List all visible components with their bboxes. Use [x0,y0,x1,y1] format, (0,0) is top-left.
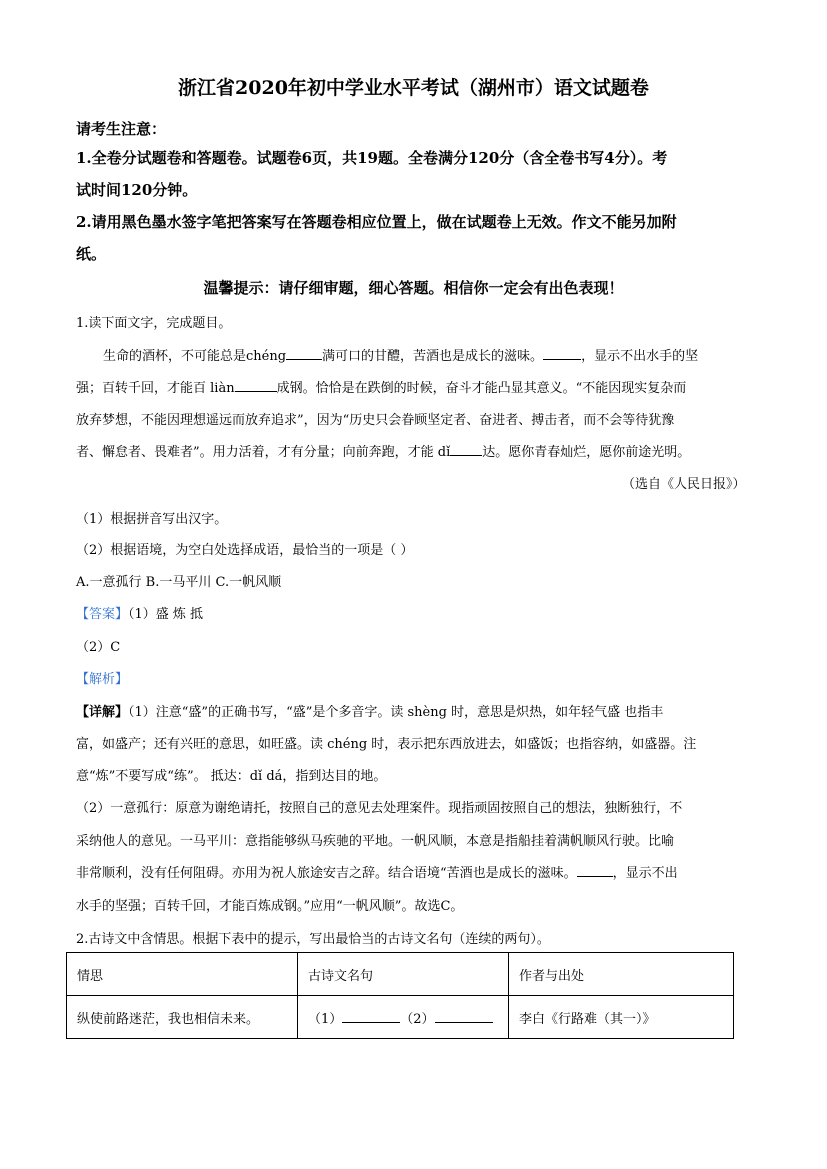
blank-line [543,348,581,360]
notice-item1-line1: 1.全卷分试题卷和答题卷。试题卷6页，共19题。全卷满分120分（含全卷书写4分）。考 [76,149,668,167]
q1-options: A.一意孤行 B.一马平川 C.一帆风顺 [76,575,282,590]
poem-table [66,952,734,1039]
detail-line-1: 【详解】（1）注意“盛”的正确书写，“盛”是个多音字。读 shèng 时，意思是炽热，如年轻气盛 也指丰 [76,705,664,720]
notice-heading: 请考生注意： [76,120,167,138]
table-header-cell: 古诗文名句 [298,953,509,996]
blank-line [235,380,277,392]
answer-tag: 【答案】 [76,607,129,622]
q2-stem: 2.古诗文中含情思。根据下表中的提示，写出最恰当的古诗文名句（连续的两句）。 [76,932,550,947]
table-header-cell: 情思 [67,953,298,996]
q1-sub2: （2）根据语境，为空白处选择成语，最恰当的一项是（ ） [76,543,414,558]
answer-blank-cell: （1） （2） [298,996,509,1039]
notice-item2-line1: 2.请用黑色墨水签字笔把答案写在答题卷相应位置上，做在试题卷上无效。作文不能另加附 [76,213,677,231]
passage-line-3: 放弃梦想，不能因理想遥远而放弃追求”，因为“历史只会眷顾坚定者、奋进者、搏击者，而不会等待犹豫 [76,413,675,428]
notice-item1-line2: 试时间120分钟。 [76,181,198,199]
notice-item2-line2: 纸。 [76,245,107,263]
detail-tag: 【详解】 [76,705,129,720]
passage-line-1: 生命的酒杯，不可能总是chéng 满可口的甘醴，苦酒也是成长的滋味。 ，显示不出水手的坚 [103,349,699,364]
blank-line [450,444,482,456]
explain-line-2: 采纳他人的意见。一马平川：意指能够纵马疾驰的平地。一帆风顺，本意是指船挂着满帆顺风行驶。比喻 [76,834,675,849]
blank-line [577,865,613,877]
q1-sub1: （1）根据拼音写出汉字。 [76,512,228,527]
detail-line-3: 意“炼”不要写成“练”。 抵达：dǐ dá，指到达目的地。 [76,769,387,784]
table-header-cell: 作者与出处 [509,953,734,996]
explain-line-3: 非常顺利，没有任何阻碍。亦用为祝人旅途安吉之辞。结合语境“苦酒也是成长的滋味。 ，显示不出 [76,866,678,881]
explain-line-1: （2）一意孤行：原意为谢绝请托，按照自己的意见去处理案件。现指顽固按照自己的想法，独断独行，不 [76,801,683,816]
sentiment-cell: 纵使前路迷茫，我也相信未来。 [67,996,298,1039]
passage-line-2: 强；百转千回，才能百 liàn 成钢。恰恰是在跌倒的时候，奋斗才能凸显其意义。“不能因现实复杂而 [76,381,687,396]
blank-line [435,1011,493,1023]
detail-line-2: 富，如盛产；还有兴旺的意思，如旺盛。读 chéng 时，表示把东西放进去，如盛饭；也指容纳，如盛器。注 [76,737,697,752]
explain-line-4: 水手的坚强；百转千回，才能百炼成钢。”应用“一帆风顺”。故选C。 [76,899,464,914]
table-header-row [67,953,734,996]
answer-line-2: （2）C [76,640,121,655]
answer-line-1: 【答案】（1）盛 炼 抵 [76,607,204,622]
passage-line-4: 者、懈怠者、畏难者”。用力活着，才有分量；向前奔跑，才能 dǐ 达。愿你青春灿烂，愿你前途光明。 [76,445,691,460]
notice-tip: 温馨提示：请仔细审题，细心答题。相信你一定会有出色表现！ [203,279,624,297]
blank-line [342,1011,400,1023]
source-cell: 李白《行路难（其一）》 [509,996,734,1039]
analysis-tag: 【解析】 [76,672,129,687]
q1-stem: 1.读下面文字，完成题目。 [76,316,232,331]
passage-source: （选自《人民日报》） [622,477,746,492]
table-row [67,996,734,1039]
page-title: 浙江省2020年初中学业水平考试（湖州市）语文试题卷 [178,77,649,99]
blank-line [286,348,322,360]
